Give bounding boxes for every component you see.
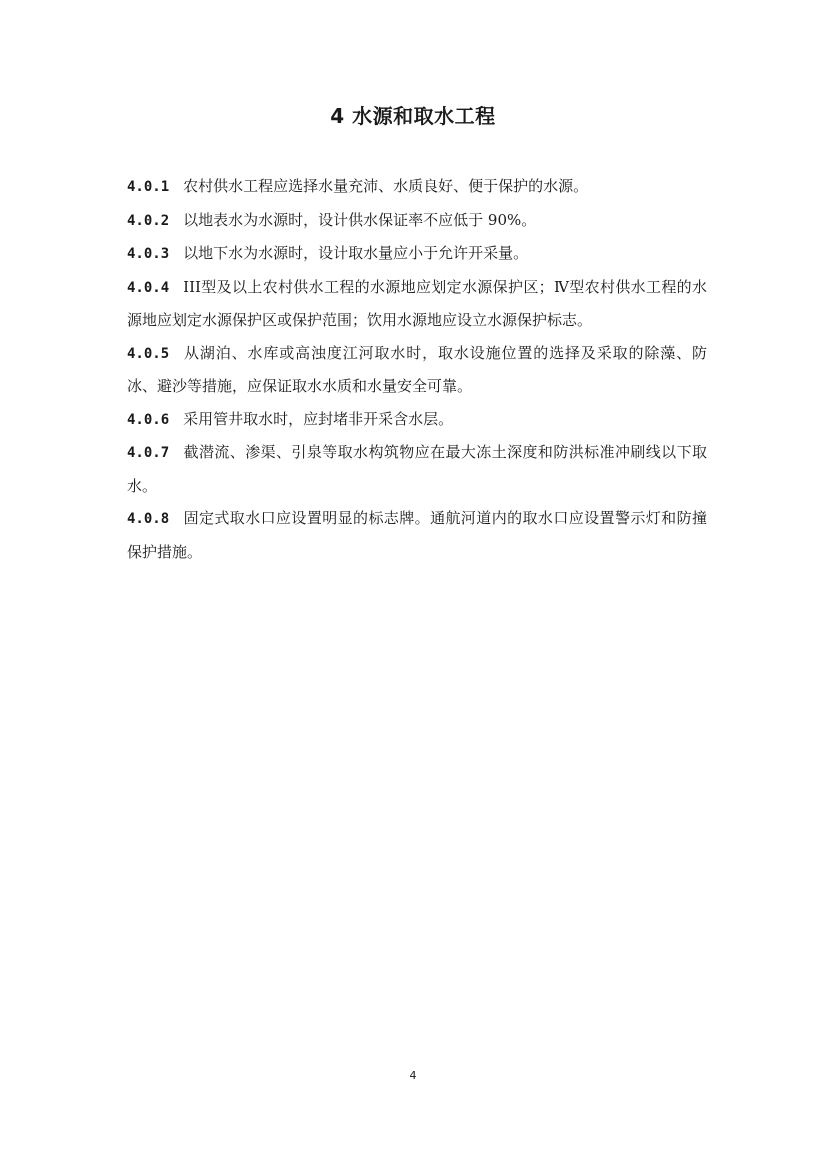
- clause-number: 4.0.4: [127, 279, 170, 296]
- clause-text: 采用管井取水时，应封堵非开采含水层。: [183, 409, 454, 428]
- clause-number: 4.0.3: [127, 246, 170, 262]
- clause-4-0-7: [127, 436, 707, 502]
- clause-text: 以地下水为水源时，设计取水量应小于允许开采量。: [183, 244, 529, 262]
- clause-list: [127, 170, 707, 568]
- clause-4-0-6: [127, 403, 707, 437]
- clause-4-0-1: [127, 170, 707, 204]
- chapter-title: 4 水源和取水工程: [330, 104, 496, 128]
- clause-4-0-8: [127, 502, 707, 568]
- clause-number: 4.0.7: [127, 445, 170, 461]
- clause-number: 4.0.5: [127, 345, 170, 362]
- clause-number: 4.0.6: [127, 411, 170, 428]
- clause-text: 截潜流、渗渠、引泉等取水构筑物应在最大冻土深度和防洪标准冲刷线以下取水。: [127, 443, 707, 495]
- clause-number: 4.0.1: [127, 179, 170, 195]
- page-number: 4: [409, 1069, 417, 1082]
- clause-text: 以地表水为水源时，设计供水保证率不应低于 90%。: [183, 210, 537, 229]
- clause-4-0-5: [127, 337, 707, 403]
- clause-text: 固定式取水口应设置明显的标志牌。通航河道内的取水口应设置警示灯和防撞保护措施。: [127, 509, 707, 561]
- clause-4-0-4: [127, 271, 707, 337]
- clause-number: 4.0.2: [127, 212, 170, 229]
- clause-text: III型及以上农村供水工程的水源地应划定水源保护区；Ⅳ型农村供水工程的水源地应划定水源保护区或保护范围；饮用水源地应设立水源保护标志。: [127, 277, 707, 329]
- clause-text: 农村供水工程应选择水量充沛、水质良好、便于保护的水源。: [183, 177, 589, 195]
- clause-4-0-2: [127, 204, 707, 238]
- clause-4-0-3: [127, 237, 707, 271]
- clause-text: 从湖泊、水库或高浊度江河取水时，取水设施位置的选择及采取的除藻、防冰、避沙等措施，应保证取水水质和水量安全可靠。: [127, 343, 707, 395]
- clause-number: 4.0.8: [127, 511, 170, 527]
